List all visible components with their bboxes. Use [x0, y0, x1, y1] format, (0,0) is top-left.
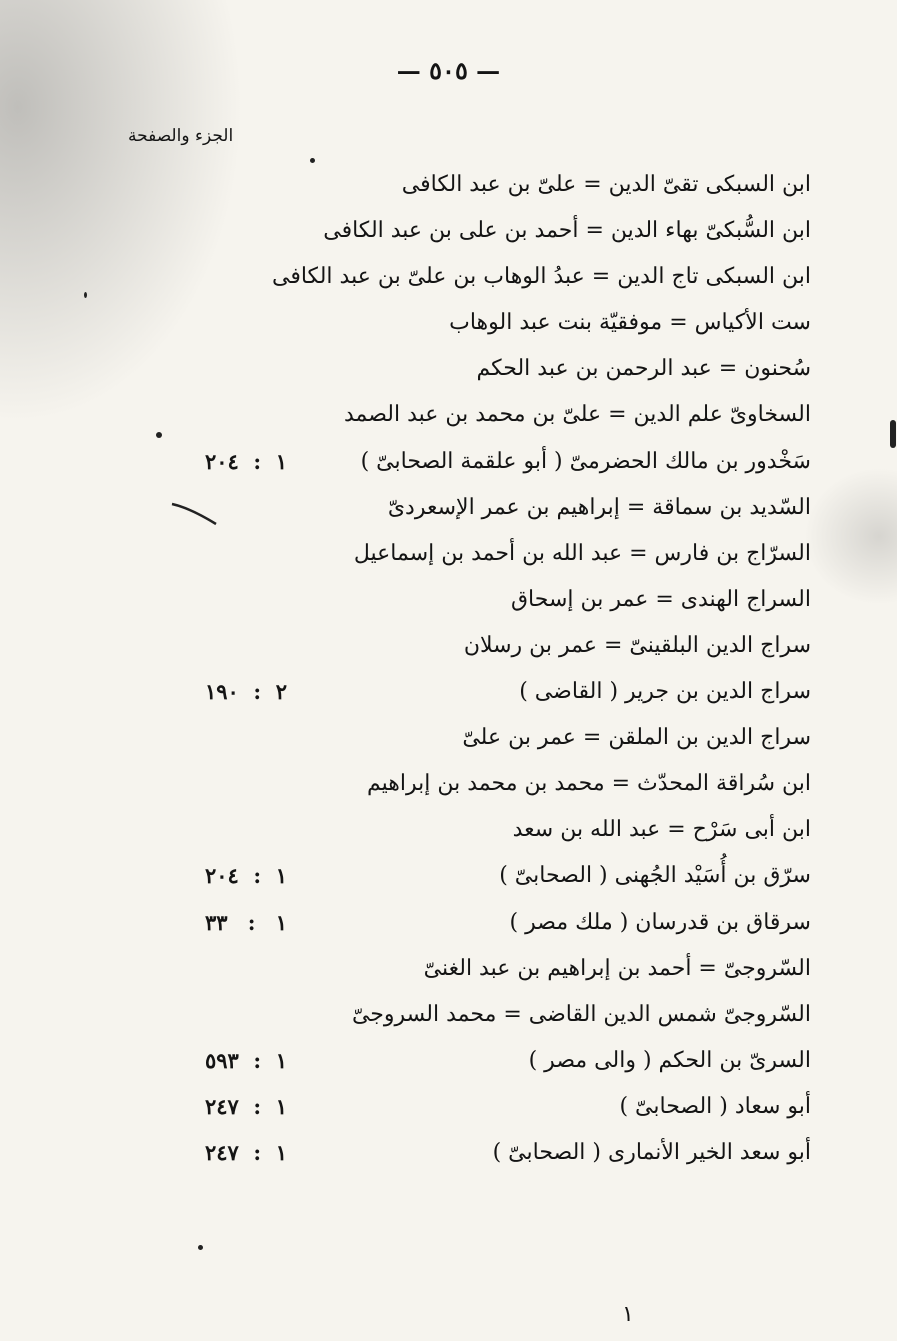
index-entry	[0, 809, 897, 855]
index-entry	[0, 533, 897, 579]
entry-name: السّروجىّ شمس الدين القاضى = محمد السروجىّ	[351, 1001, 811, 1027]
entry-volume: ١	[275, 1093, 287, 1119]
index-entry	[0, 717, 897, 763]
entry-name: ابن أبى سَرْح = عبد الله بن سعد	[512, 817, 811, 843]
entry-separator: :	[253, 1093, 262, 1119]
footer-signature-mark: ١	[622, 1302, 634, 1327]
entry-separator: :	[253, 448, 262, 474]
index-entry	[0, 1040, 897, 1086]
scan-speck	[890, 420, 896, 448]
scan-speck	[156, 432, 162, 438]
index-entry	[0, 994, 897, 1040]
index-entry	[0, 487, 897, 533]
entry-page: ٢٤٧	[205, 1139, 239, 1165]
entry-page: ١٩٠	[205, 679, 239, 705]
entry-separator: :	[253, 1047, 262, 1073]
entry-separator: :	[253, 1139, 262, 1165]
column-header-volume-page: الجزء والصفحة	[128, 126, 234, 146]
entry-name: سرّق بن أُسَيْد الجُهنى ( الصحابىّ )	[499, 863, 811, 889]
index-entry	[0, 164, 897, 210]
entry-separator: :	[247, 909, 256, 935]
entry-name: ابن سُراقة المحدّث = محمد بن محمد بن إبراهيم	[367, 771, 811, 797]
entry-name: أبو سعد الخير الأنمارى ( الصحابىّ )	[492, 1139, 811, 1165]
entry-name: السخاوىّ علم الدين = علىّ بن محمد بن عبد الصمد	[343, 402, 811, 428]
index-entries	[0, 164, 897, 1178]
entry-name: السّديد بن سماقة = إبراهيم بن عمر الإسعردىّ	[387, 494, 811, 520]
entry-name: أبو سعاد ( الصحابىّ )	[619, 1093, 811, 1119]
entry-name: سرقاق بن قدرسان ( ملك مصر )	[509, 909, 811, 935]
entry-name: سراج الدين بن الملقن = عمر بن علىّ	[462, 725, 811, 751]
entry-reference	[205, 1136, 287, 1170]
entry-reference	[205, 859, 287, 893]
entry-name: سراج الدين البلقينىّ = عمر بن رسلان	[463, 632, 811, 658]
entry-volume: ١	[275, 1139, 287, 1165]
entry-volume: ١	[275, 1047, 287, 1073]
scan-speck	[310, 158, 315, 163]
entry-volume: ٢	[275, 679, 287, 705]
entry-separator: :	[253, 679, 262, 705]
entry-name: سراج الدين بن جرير ( القاضى )	[519, 679, 811, 705]
entry-reference	[205, 445, 287, 479]
entry-reference	[205, 1044, 287, 1078]
entry-name: ابن السُّبكىّ بهاء الدين = أحمد بن على بن عبد الكافى	[323, 218, 811, 244]
index-entry	[0, 671, 897, 717]
entry-name: سَخْدور بن مالك الحضرمىّ ( أبو علقمة الصحابىّ )	[360, 448, 811, 474]
entry-reference	[205, 906, 287, 940]
entry-reference	[205, 1090, 287, 1124]
entry-name: ست الأكياس = موفقيّة بنت عبد الوهاب	[449, 310, 811, 336]
scan-speck	[198, 1245, 203, 1250]
index-entry	[0, 625, 897, 671]
entry-page: ٢٤٧	[205, 1093, 239, 1119]
entry-volume: ١	[275, 448, 287, 474]
entry-name: ابن السبكى تاج الدين = عبدُ الوهاب بن علىّ بن عبد الكافى	[272, 264, 811, 290]
page-number: — ٥٠٥ —	[396, 56, 501, 85]
entry-name: السراج الهندى = عمر بن إسحاق	[510, 586, 811, 612]
entry-name: السرىّ بن الحكم ( والى مصر )	[528, 1047, 811, 1073]
entry-reference	[205, 675, 287, 709]
entry-name: ابن السبكى تقىّ الدين = علىّ بن عبد الكافى	[401, 172, 811, 197]
index-entry	[0, 302, 897, 348]
index-entry	[0, 394, 897, 440]
entry-page: ٥٩٣	[205, 1047, 239, 1073]
index-entry	[0, 210, 897, 256]
index-entry	[0, 579, 897, 625]
entry-page: ٢٠٤	[205, 863, 239, 889]
index-entry	[0, 1086, 897, 1132]
index-entry	[0, 348, 897, 394]
index-entry	[0, 1132, 897, 1178]
index-entry	[0, 763, 897, 809]
entry-name: سُحنون = عبد الرحمن بن عبد الحكم	[476, 356, 811, 382]
entry-volume: ١	[275, 863, 287, 889]
entry-volume: ١	[275, 909, 287, 935]
entry-page: ٣٣	[205, 909, 228, 935]
index-entry	[0, 441, 897, 487]
entry-separator: :	[253, 863, 262, 889]
index-entry	[0, 256, 897, 302]
scan-ink-stroke	[170, 498, 220, 528]
entry-page: ٢٠٤	[205, 448, 239, 474]
scan-speck	[84, 292, 87, 298]
entry-name: السّروجىّ = أحمد بن إبراهيم بن عبد الغنىّ	[423, 955, 811, 981]
index-entry	[0, 902, 897, 948]
index-entry	[0, 948, 897, 994]
index-entry	[0, 855, 897, 901]
entry-name: السرّاج بن فارس = عبد الله بن أحمد بن إسماعيل	[353, 540, 811, 566]
